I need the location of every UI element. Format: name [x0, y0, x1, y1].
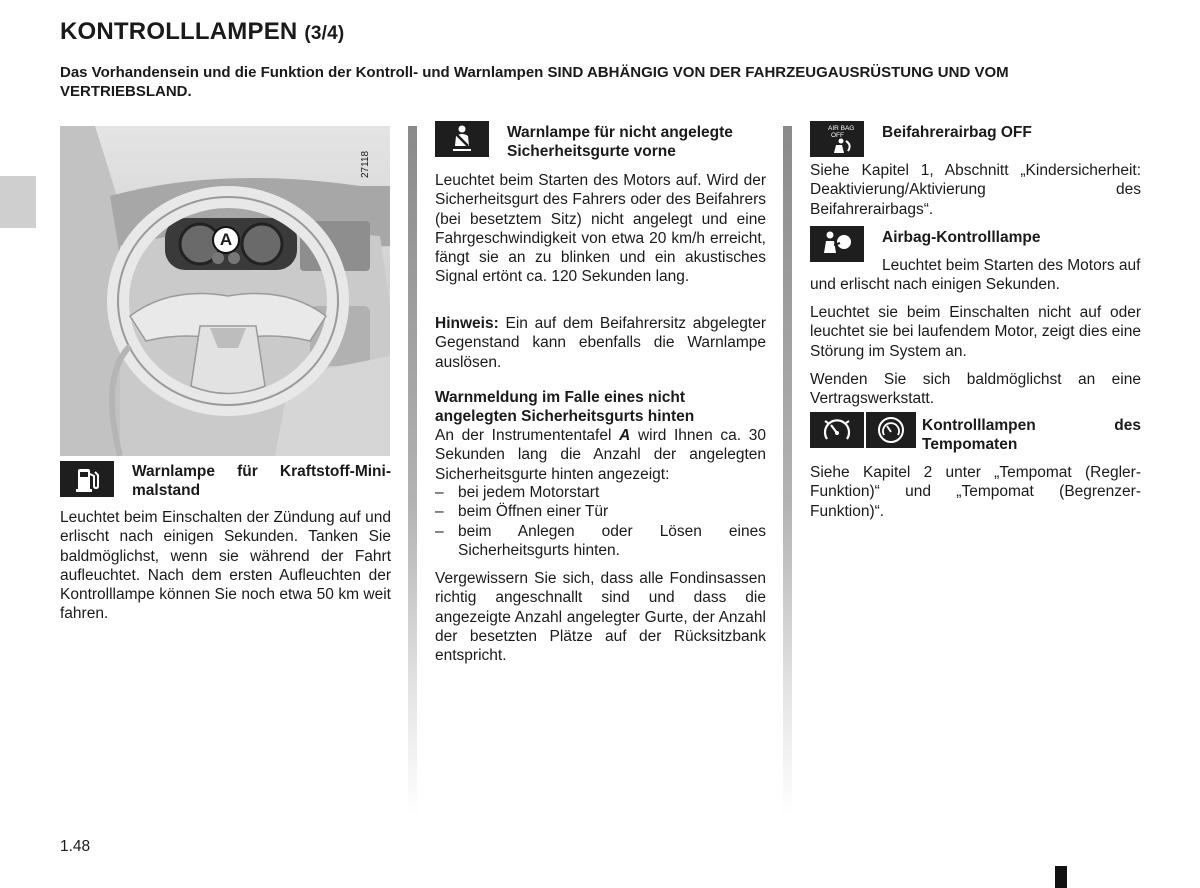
dashboard-figure: [60, 126, 390, 456]
list-item: – beim Anlegen oder Lösen eines Sicherheitsgurts hinten.: [435, 522, 766, 561]
airbag-body1: Leuchtet beim Starten des Motors auf und erlischt nach einigen Sekunden.: [810, 257, 1141, 294]
page-title: [60, 18, 344, 46]
section-tab: [0, 176, 36, 228]
airbag-off-icon-text-off: OFF: [831, 132, 844, 139]
seatbelt-heading: Warnlampe für nicht angelegte Sicherheitsgurte vorne: [507, 124, 733, 161]
seatbelt-hint: Hinweis: Ein auf dem Beifahrersitz abgelegter Gegenstand kann ebenfalls die Warnlampe auslösen.: [435, 315, 766, 371]
airbag-off-icon-text: AIR BAG: [828, 125, 855, 132]
list-item: – beim Öffnen einer Tür: [435, 502, 766, 521]
corner-marker: [1055, 866, 1067, 888]
speed-limiter-icon: [866, 412, 916, 448]
intro-text: Das Vorhandensein und die Funktion der Kontroll- und Warnlampen SIND ABHÄNGIG VON DER FAHRZEUGAUSRÜSTUNG UND VOM VERTRIEBSLAND.: [60, 64, 1009, 100]
page-number: 1.48: [60, 838, 91, 855]
seatbelt-body: Leuchtet beim Starten des Motors auf. Wird der Sicherheitsgurt des Fahrers oder des Beifahrers (bei besetztem Sitz) nicht angelegt und eine Fahrgeschwindigkeit von etwa 20 km/h erreicht, fängt sie an zu blinken und ein akustisches Signal ertönt ca. 120 Sekunden lang.: [435, 172, 766, 286]
cruise-heading: Kontrolllampen des Tempomaten: [922, 417, 1141, 454]
column-divider-2: [783, 126, 792, 816]
figure-label-a: A: [212, 226, 240, 254]
cruise-body: Siehe Kapitel 2 unter „Tempomat (Regler-Funktion)“ und „Tempomat (Begrenzer-Funktion)“.: [810, 464, 1141, 520]
rear-heading: Warnmeldung im Falle eines nicht angelegten Sicherheitsgurts hinten: [435, 389, 695, 426]
seatbelt-icon: [435, 121, 489, 157]
list-item: – bei jedem Motorstart: [435, 483, 766, 502]
column-divider-1: [408, 126, 417, 816]
fuel-body: Leuchtet beim Einschalten der Zündung auf und erlischt nach einigen Sekunden. Tanken Sie baldmöglichst, wenn sie während der Fahrt aufleuchtet. Nach dem ersten Aufleuchten der Kontrolllampe können Sie noch etwa 50 km weit fahren.: [60, 509, 391, 623]
airbag-off-body: Siehe Kapitel 1, Abschnitt „Kindersicherheit: Deaktivierung/Aktivierung des Beifahrerairbags“.: [810, 162, 1141, 218]
rear-intro: An der Instrumententafel A wird Ihnen ca. 30 Sekunden lang die Anzahl der angelegten Sicherheitsgurte hinten angezeigt:: [435, 427, 766, 483]
dashboard-illustration: [60, 126, 390, 456]
airbag-body2: Leuchtet sie beim Einschalten nicht auf oder leuchtet sie bei laufendem Motor, zeigt dies eine Störung im System an.: [810, 304, 1141, 360]
cruise-control-icon: [810, 412, 864, 448]
rear-closing: Vergewissern Sie sich, dass alle Fondinsassen richtig angeschnallt sind und dass die angezeigte Anzahl angelegter Gurte, der Anzahl der besetzten Plätze auf der Rücksitzbank entspricht.: [435, 570, 766, 665]
rear-list: [435, 483, 766, 560]
page-title-main: KONTROLLLAMPEN: [60, 18, 298, 45]
airbag-body3: Wenden Sie sich baldmöglichst an eine Vertragswerkstatt.: [810, 371, 1141, 408]
airbag-off-icon: [810, 121, 864, 157]
figure-ref-number: 27118: [360, 150, 371, 178]
airbag-heading: Airbag-Kontrolllampe: [882, 229, 1041, 246]
airbag-off-heading: Beifahrerairbag OFF: [882, 124, 1032, 141]
fuel-pump-icon: [60, 461, 114, 497]
page-title-sub: (3/4): [304, 23, 345, 44]
fuel-heading: Warnlampe für Kraftstoff-Mini- malstand: [132, 463, 391, 500]
